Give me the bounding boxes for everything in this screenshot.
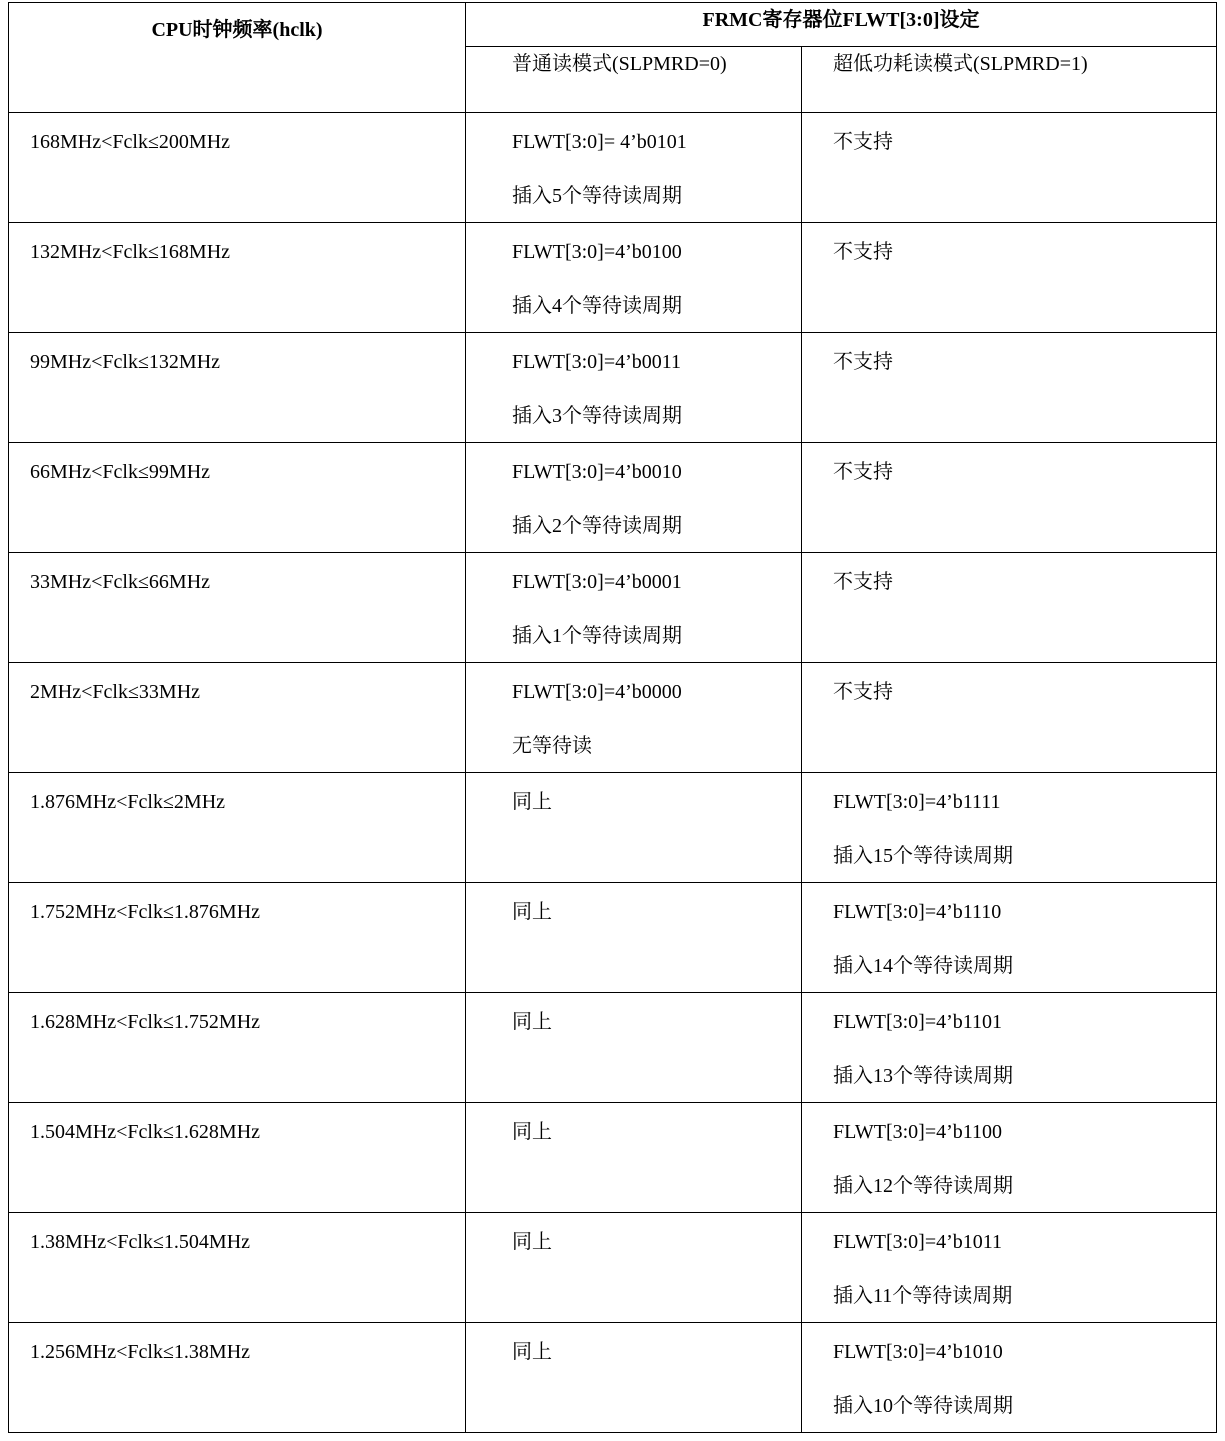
normal-mode-setting: FLWT[3:0]=4’b0010 — [512, 461, 682, 483]
normal-mode-note — [466, 1254, 801, 1284]
normal-mode-setting: 同上 — [512, 1121, 552, 1143]
frequency-range: 66MHz<Fclk≤99MHz — [30, 461, 211, 483]
table-row — [9, 1213, 1217, 1323]
normal-mode-cell — [466, 993, 802, 1103]
normal-mode-cell — [466, 773, 802, 883]
frequency-cell — [9, 1103, 466, 1213]
lowpower-mode-setting: FLWT[3:0]=4’b1101 — [833, 1011, 1003, 1033]
lowpower-mode-note — [802, 594, 1216, 624]
frequency-cell — [9, 333, 466, 443]
lowpower-mode-setting: 不支持 — [833, 131, 893, 153]
lowpower-mode-note: 插入10个等待读周期 — [833, 1395, 1013, 1417]
table-row — [9, 1103, 1217, 1213]
normal-mode-note — [466, 1034, 801, 1064]
lowpower-mode-note — [802, 704, 1216, 734]
normal-mode-note — [466, 814, 801, 844]
lowpower-mode-setting: FLWT[3:0]=4’b1111 — [833, 791, 1001, 813]
frequency-cell — [9, 443, 466, 553]
lowpower-mode-setting: FLWT[3:0]=4’b1010 — [833, 1341, 1003, 1363]
lowpower-mode-setting: 不支持 — [833, 571, 893, 593]
normal-mode-setting: FLWT[3:0]=4’b0100 — [512, 241, 682, 263]
lowpower-mode-setting: FLWT[3:0]=4’b1011 — [833, 1231, 1003, 1253]
normal-mode-note: 插入3个等待读周期 — [512, 405, 682, 427]
lowpower-mode-cell — [802, 663, 1217, 773]
header-row — [9, 3, 1217, 47]
normal-mode-setting: FLWT[3:0]=4’b0000 — [512, 681, 682, 703]
subheader-lowpower-label: 超低功耗读模式(SLPMRD=1) — [833, 53, 1088, 75]
lowpower-mode-note: 插入12个等待读周期 — [833, 1175, 1013, 1197]
frequency-cell — [9, 663, 466, 773]
frequency-range: 99MHz<Fclk≤132MHz — [30, 351, 221, 373]
lowpower-mode-setting: FLWT[3:0]=4’b1100 — [833, 1121, 1003, 1143]
table-row — [9, 1323, 1217, 1433]
frequency-cell — [9, 223, 466, 333]
normal-mode-setting: FLWT[3:0]= 4’b0101 — [512, 131, 687, 153]
table-row — [9, 443, 1217, 553]
normal-mode-cell — [466, 883, 802, 993]
frequency-range: 1.752MHz<Fclk≤1.876MHz — [30, 901, 261, 923]
subheader-normal-mode — [466, 47, 802, 113]
frequency-range: 1.504MHz<Fclk≤1.628MHz — [30, 1121, 261, 1143]
normal-mode-note: 插入4个等待读周期 — [512, 295, 682, 317]
table-row — [9, 333, 1217, 443]
frequency-range: 33MHz<Fclk≤66MHz — [30, 571, 211, 593]
normal-mode-note — [466, 924, 801, 954]
normal-mode-setting: 同上 — [512, 1341, 552, 1363]
lowpower-mode-setting: 不支持 — [833, 241, 893, 263]
lowpower-mode-cell — [802, 993, 1217, 1103]
table-row — [9, 773, 1217, 883]
normal-mode-cell — [466, 223, 802, 333]
normal-mode-setting: 同上 — [512, 901, 552, 923]
normal-mode-note — [466, 1144, 801, 1174]
lowpower-mode-setting: 不支持 — [833, 351, 893, 373]
table-row — [9, 663, 1217, 773]
lowpower-mode-note: 插入14个等待读周期 — [833, 955, 1013, 977]
frequency-cell — [9, 773, 466, 883]
frequency-cell — [9, 993, 466, 1103]
lowpower-mode-note: 插入11个等待读周期 — [833, 1285, 1013, 1307]
lowpower-mode-cell — [802, 113, 1217, 223]
table-row — [9, 223, 1217, 333]
frequency-range: 132MHz<Fclk≤168MHz — [30, 241, 231, 263]
normal-mode-cell — [466, 1103, 802, 1213]
normal-mode-cell — [466, 1323, 802, 1433]
lowpower-mode-cell — [802, 773, 1217, 883]
lowpower-mode-cell — [802, 1213, 1217, 1323]
normal-mode-setting: FLWT[3:0]=4’b0011 — [512, 351, 682, 373]
lowpower-mode-note — [802, 154, 1216, 184]
lowpower-mode-cell — [802, 333, 1217, 443]
frequency-range: 1.256MHz<Fclk≤1.38MHz — [30, 1341, 251, 1363]
table-row — [9, 883, 1217, 993]
lowpower-mode-setting: 不支持 — [833, 461, 893, 483]
table-row — [9, 993, 1217, 1103]
frequency-cell — [9, 1323, 466, 1433]
header-flwt-setting: FRMC寄存器位FLWT[3:0]设定 — [466, 3, 1217, 47]
table-row — [9, 553, 1217, 663]
lowpower-mode-note: 插入15个等待读周期 — [833, 845, 1013, 867]
normal-mode-setting: 同上 — [512, 1231, 552, 1253]
frequency-cell — [9, 113, 466, 223]
frequency-range: 1.628MHz<Fclk≤1.752MHz — [30, 1011, 261, 1033]
normal-mode-note: 插入1个等待读周期 — [512, 625, 682, 647]
lowpower-mode-note — [802, 484, 1216, 514]
normal-mode-cell — [466, 113, 802, 223]
frequency-cell — [9, 553, 466, 663]
header-cpu-clock: CPU时钟频率(hclk) — [9, 3, 466, 113]
lowpower-mode-cell — [802, 223, 1217, 333]
normal-mode-setting: 同上 — [512, 1011, 552, 1033]
lowpower-mode-cell — [802, 883, 1217, 993]
frequency-range: 1.876MHz<Fclk≤2MHz — [30, 791, 226, 813]
lowpower-mode-setting: FLWT[3:0]=4’b1110 — [833, 901, 1002, 923]
normal-mode-setting: 同上 — [512, 791, 552, 813]
lowpower-mode-cell — [802, 443, 1217, 553]
flwt-settings-table — [8, 2, 1217, 1433]
lowpower-mode-cell — [802, 553, 1217, 663]
subheader-normal-label: 普通读模式(SLPMRD=0) — [512, 53, 727, 75]
normal-mode-cell — [466, 553, 802, 663]
lowpower-mode-note: 插入13个等待读周期 — [833, 1065, 1013, 1087]
lowpower-mode-note — [802, 374, 1216, 404]
lowpower-mode-cell — [802, 1103, 1217, 1213]
frequency-cell — [9, 1213, 466, 1323]
normal-mode-cell — [466, 1213, 802, 1323]
lowpower-mode-setting: 不支持 — [833, 681, 893, 703]
normal-mode-note — [466, 1364, 801, 1394]
table-row — [9, 113, 1217, 223]
normal-mode-note: 插入2个等待读周期 — [512, 515, 682, 537]
frequency-cell — [9, 883, 466, 993]
normal-mode-cell — [466, 333, 802, 443]
frequency-range: 168MHz<Fclk≤200MHz — [30, 131, 231, 153]
normal-mode-setting: FLWT[3:0]=4’b0001 — [512, 571, 682, 593]
frequency-range: 1.38MHz<Fclk≤1.504MHz — [30, 1231, 251, 1253]
normal-mode-cell — [466, 443, 802, 553]
normal-mode-note: 插入5个等待读周期 — [512, 185, 682, 207]
frequency-range: 2MHz<Fclk≤33MHz — [30, 681, 201, 703]
subheader-lowpower-mode — [802, 47, 1217, 113]
lowpower-mode-note — [802, 264, 1216, 294]
lowpower-mode-cell — [802, 1323, 1217, 1433]
normal-mode-note: 无等待读 — [512, 735, 592, 757]
normal-mode-cell — [466, 663, 802, 773]
